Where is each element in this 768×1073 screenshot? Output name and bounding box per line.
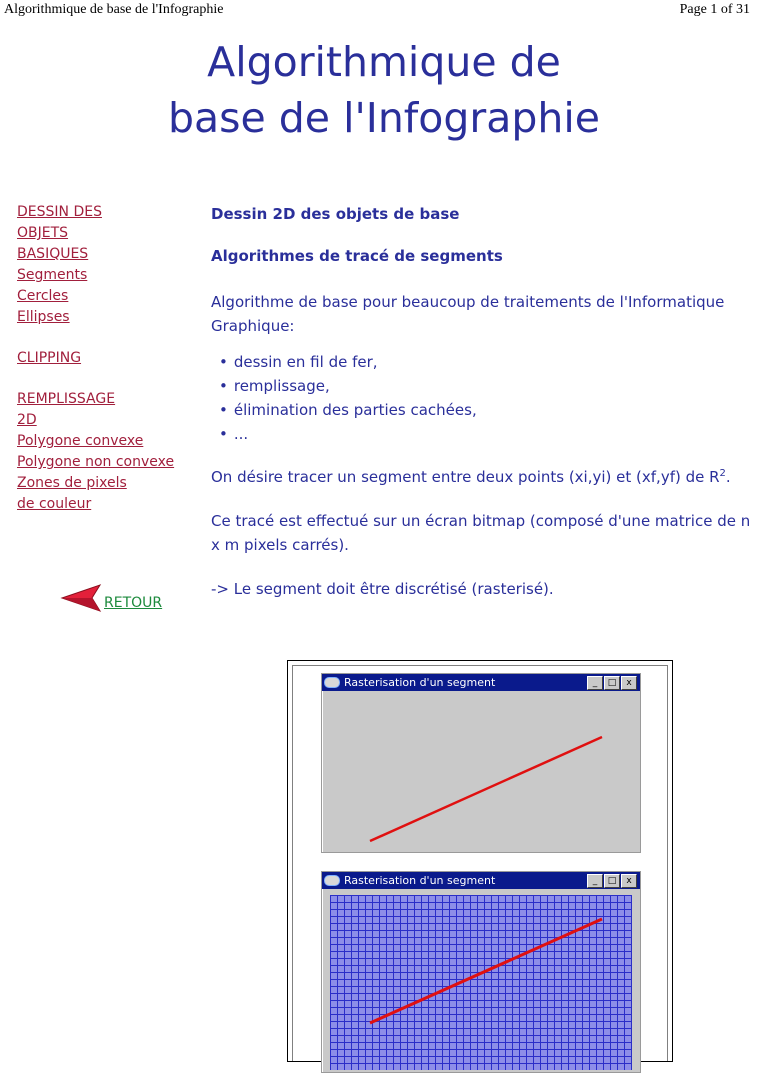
drawing-canvas xyxy=(322,889,640,1070)
window-title: Rasterisation d'un segment xyxy=(344,874,496,887)
retour-link-group[interactable] xyxy=(60,583,162,613)
app-icon xyxy=(324,677,340,688)
page-title xyxy=(0,34,768,146)
sidebar-link-segments[interactable]: Segments xyxy=(17,267,88,283)
back-arrow-icon[interactable] xyxy=(60,583,102,613)
segment-drawing xyxy=(322,691,640,850)
sidebar-link-basiques[interactable]: BASIQUES xyxy=(17,246,89,262)
bullet-list xyxy=(211,350,756,446)
section-heading: Dessin 2D des objets de base xyxy=(211,205,460,223)
minimize-icon[interactable]: _ xyxy=(587,676,603,690)
page-title-line-2: base de l'Infographie xyxy=(168,94,600,142)
retour-link[interactable]: RETOUR xyxy=(104,595,163,611)
bitmap-paragraph: Ce tracé est effectué sur un écran bitmap (composé d'une matrice de n x m pixels carrés). xyxy=(211,512,751,554)
sidebar-link-clipping[interactable]: CLIPPING xyxy=(17,350,82,366)
list-item: • dessin en fil de fer, xyxy=(233,350,756,374)
segment-text-end: . xyxy=(725,468,731,486)
sidebar-link-objets[interactable]: OBJETS xyxy=(17,225,69,241)
maximize-icon[interactable]: □ xyxy=(604,874,620,888)
segment-drawing xyxy=(322,889,640,1070)
rasterized-segment xyxy=(370,919,602,1023)
sidebar-link-de-couleur[interactable]: de couleur xyxy=(17,496,92,512)
window-titlebar xyxy=(322,674,640,691)
sidebar-nav xyxy=(17,202,187,515)
sidebar-link-remplissage[interactable]: REMPLISSAGE xyxy=(17,391,116,407)
window-controls xyxy=(587,676,640,690)
figure-frame xyxy=(287,660,673,1062)
list-item: • ... xyxy=(233,422,756,446)
list-item: • élimination des parties cachées, xyxy=(233,398,756,422)
main-content xyxy=(211,204,756,601)
sidebar-link-ellipses[interactable]: Ellipses xyxy=(17,309,70,325)
intro-paragraph: Algorithme de base pour beaucoup de traitements de l'Informatique Graphique: xyxy=(211,293,725,335)
app-icon xyxy=(324,875,340,886)
document-header-title: Algorithmique de base de l'Infographie xyxy=(4,2,224,17)
window-titlebar xyxy=(322,872,640,889)
continuous-segment xyxy=(370,737,602,841)
window-rasterized xyxy=(321,871,641,1073)
sidebar-link-2d[interactable]: 2D xyxy=(17,412,37,428)
segment-paragraph xyxy=(211,462,756,489)
sidebar-link-dessin[interactable]: DESSIN DES xyxy=(17,204,102,220)
minimize-icon[interactable]: _ xyxy=(587,874,603,888)
sidebar-link-zones-de-pixels[interactable]: Zones de pixels xyxy=(17,475,127,491)
drawing-canvas xyxy=(322,691,640,850)
page-title-line-1: Algorithmique de xyxy=(207,38,561,86)
sidebar-spacer xyxy=(17,328,187,348)
page-indicator: Page 1 of 31 xyxy=(679,2,750,17)
segment-text: On désire tracer un segment entre deux points (xi,yi) et (xf,yf) de R xyxy=(211,468,720,486)
sidebar-link-polygone-convexe[interactable]: Polygone convexe xyxy=(17,433,144,449)
maximize-icon[interactable]: □ xyxy=(604,676,620,690)
subsection-heading: Algorithmes de tracé de segments xyxy=(211,247,503,265)
sidebar-link-cercles[interactable]: Cercles xyxy=(17,288,69,304)
window-controls xyxy=(587,874,640,888)
close-icon[interactable]: x xyxy=(621,676,637,690)
superscript: 2 xyxy=(719,468,726,479)
window-title: Rasterisation d'un segment xyxy=(344,676,496,689)
sidebar-link-polygone-non-convexe[interactable]: Polygone non convexe xyxy=(17,454,175,470)
window-continuous xyxy=(321,673,641,853)
list-item: • remplissage, xyxy=(233,374,756,398)
close-icon[interactable]: x xyxy=(621,874,637,888)
sidebar-spacer xyxy=(17,369,187,389)
discretise-paragraph: -> Le segment doit être discrétisé (rasterisé). xyxy=(211,580,554,598)
